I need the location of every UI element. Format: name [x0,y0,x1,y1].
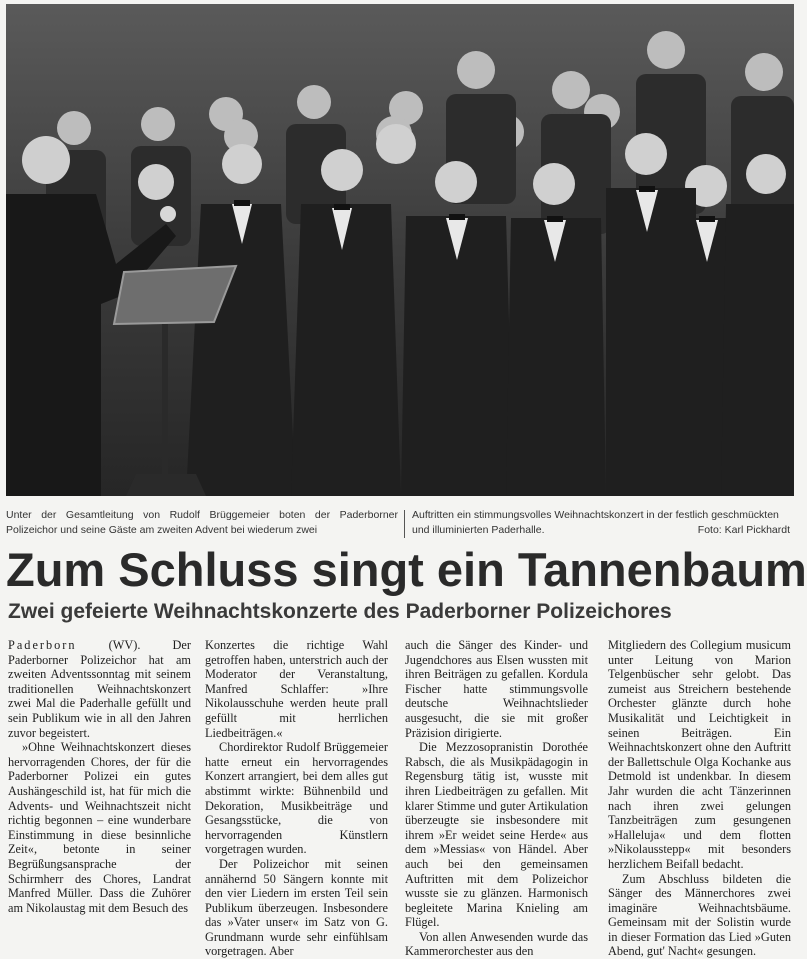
article-paragraph: Der Polizeichor mit seinen annähernd 50 Sängern konnte mit den vier Liedern im ersten Teil sein Publikum überzeugen. Insbesondere das »Vater unser« im Satz von G. Grundmann wurde sehr einfühlsam vorgetragen. Aber [205,857,388,959]
article-paragraph: Chordirektor Rudolf Brüggemeier hatte erneut ein hervorragendes Konzert arrangiert, bei dem alles gut abstimmt wirkte: Bühnenbild und Dekoration, Musikbeiträge und Gesangsstücke, die von hervorragenden Künstlern vorgetragen wurden. [205,740,388,857]
subheadline: Zwei gefeierte Weihnachtskonzerte des Paderborner Polizeichores [8,598,798,626]
choir-photo-illustration [6,4,794,496]
article-text: (WV). Der Paderborner Polizeichor hat am zweiten Adventssonntag mit seinem traditionellen Weihnachtskonzert zwei Mal die Paderhalle gefüllt und sein Publikum wie in all den Jahren zuvor begeistert. [8,638,191,740]
article-paragraph: »Ohne Weihnachtskonzert dieses hervorragenden Chores, der für die Paderborner Polizei ein gutes Aushängeschild ist, hat für mich die Advents- und Weihnachtszeit nicht richtig begonnen – eine wunderbare Einstimmung in diese besinnliche Zeit«, betonte in seiner Begrüßungsansprache der Schirmherr des Chores, Landrat Manfred Müller. Dass die Zuhörer am Nikolaustag mit dem Besuch des [8,740,191,915]
headline: Zum Schluss singt ein Tannenbaum [6,540,796,600]
article-column-4 [608,638,791,938]
caption-left: Unter der Gesamtleitung von Rudolf Brüggemeier boten der Paderborner Polizeichor und seine Gäste am zweiten Advent bei wiederum zwei [6,508,398,537]
article-paragraph: Zum Abschluss bildeten die Sänger des Männerchores zwei imaginäre Weihnachtsbäume. Gemeinsam mit der Solistin wurde in dieser Formation das Lied »Guten Abend, gut' Nacht« gesungen. [608,872,791,959]
article-column-1 [8,638,191,938]
article-column-3 [405,638,588,938]
article-paragraph: Mitgliedern des Collegium musicum unter Leitung von Marion Telgenbüscher sehr gelobt. Das zumeist aus Streichern bestehende Orchester glänzte durch hohe Musikalität und Leichtigkeit in seinen Beiträgen. Ein Weihnachtskonzert ohne den Auftritt der Ballettschule Olga Kochanke aus Detmold ist undenkbar. In diesem Jahr wurden die acht Tänzerinnen nach ihren zwei gelungen Tanzbeiträgen zum gesungenen »Halleluja« und dem flotten »Nikolausstepp« mit besonders herzlichem Beifall bedacht. [608,638,791,872]
caption-right: Auftritten ein stimmungsvolles Weihnachtskonzert in der festlich geschmückten und illuminierten Paderhalle. [412,508,794,537]
article-column-2 [205,638,388,938]
article-paragraph: Die Mezzosopranistin Dorothée Rabsch, die als Musikpädagogin in Regensburg tätig ist, wusste mit ihren Liedbeiträgen zu gefallen. Mit klarer Stimme und guter Artikulation überzeugte sie insbesondere mit ihrem »Er weidet seine Herde« aus dem »Messias« von Händel. Aber auch bei den gemeinsamen Auftritten mit dem Polizeichor wusste sie zu glänzen. Harmonisch begleitete Marina Knieling am Flügel. [405,740,588,930]
photo-caption [6,508,794,542]
caption-divider [404,510,405,538]
article-paragraph: Konzertes die richtige Wahl getroffen haben, unterstrich auch der Moderator der Veranstaltung, Manfred Schlaffer: »Ihre Nikolausschuhe werden heute prall gefüllt mit herrlichen Liedbeiträgen.« [205,638,388,740]
article-paragraph: Von allen Anwesenden wurde das Kammerorchester aus den [405,930,588,959]
photo-credit: Foto: Karl Pickhardt [698,523,790,538]
article-paragraph: auch die Sänger des Kinder- und Jugendchores aus Elsen wussten mit ihren Beiträgen zu gefallen. Kordula Fischer hatte stimmungsvolle deutsche Weihnachtslieder ausgesucht, die sie mit großer Präzision dirigierte. [405,638,588,740]
choir-photo [6,4,794,496]
article-paragraph [8,638,191,740]
dateline: Paderborn [8,638,77,652]
